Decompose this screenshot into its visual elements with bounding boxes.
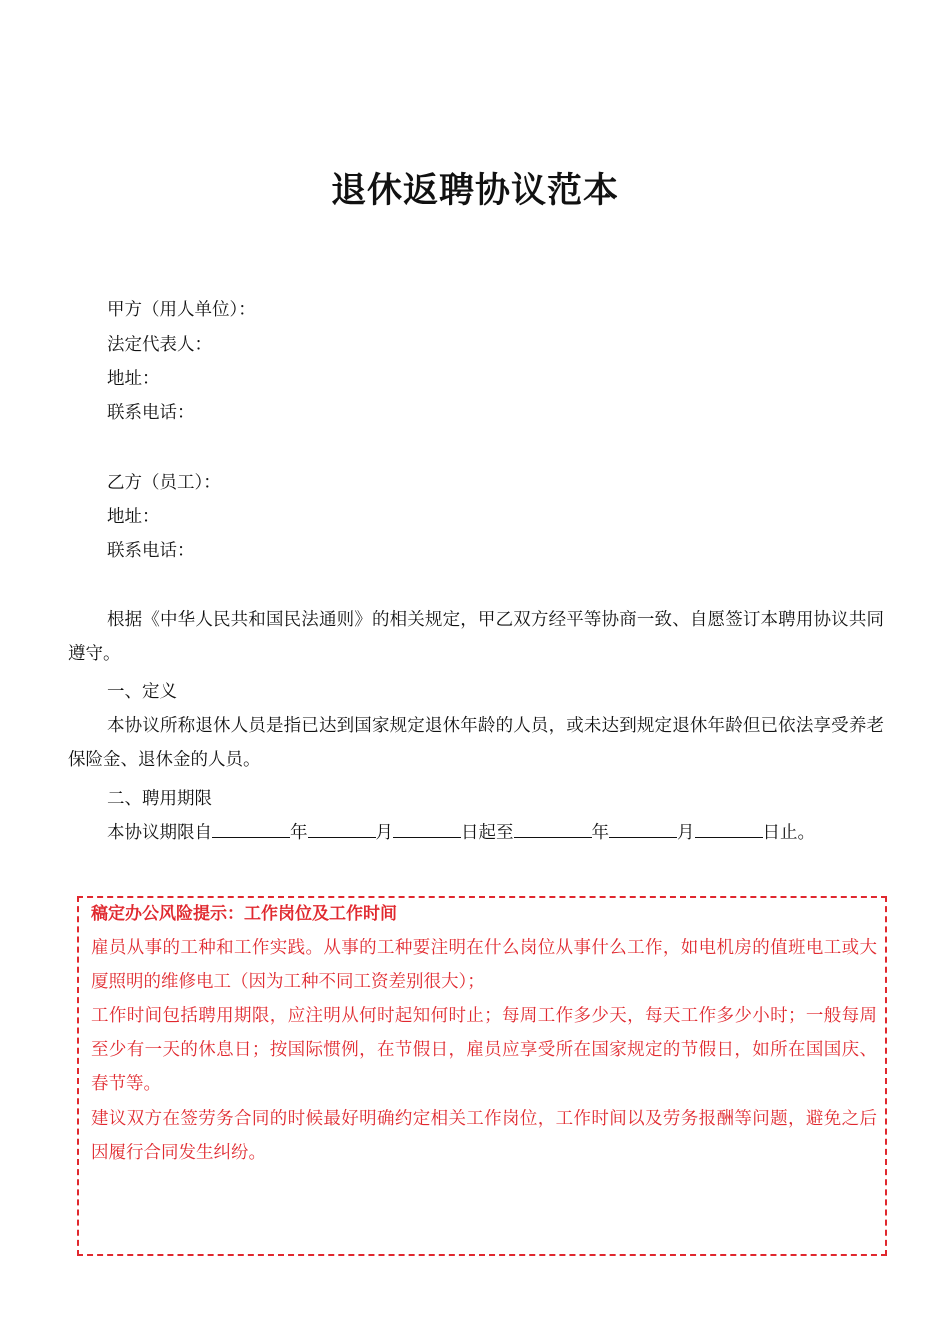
party-a-address-label: 地址： <box>107 369 160 389</box>
party-b-address-label: 地址： <box>107 507 160 527</box>
party-b-phone-label: 联系电话： <box>107 541 195 561</box>
term-year2-label: 年 <box>591 823 609 843</box>
section1-text: 本协议所称退休人员是指已达到国家规定退休年龄的人员，或未达到规定退休年龄但已依法享受养老保险金、退休金的人员。 <box>68 716 884 770</box>
term-line <box>107 821 815 845</box>
term-day-to-label: 日起至 <box>461 823 514 843</box>
section1-heading: 一、定义 <box>107 682 177 702</box>
start-month-blank <box>308 821 376 838</box>
start-year-blank <box>212 821 290 838</box>
term-year-label: 年 <box>290 823 308 843</box>
party-a-name-label: 甲方（用人单位）： <box>107 300 256 320</box>
party-a-phone-label: 联系电话： <box>107 403 195 423</box>
end-year-blank <box>514 821 592 838</box>
risk-tip-paragraph-2: 工作时间包括聘用期限，应注明从何时起知何时止；每周工作多少天，每天工作多少小时；一般每周至少有一天的休息日；按国际惯例，在节假日，雇员应享受所在国家规定的节假日，如所在国国庆、春节等。 <box>91 1006 877 1094</box>
section2-heading: 二、聘用期限 <box>107 789 212 809</box>
end-month-blank <box>609 821 677 838</box>
term-month2-label: 月 <box>677 823 695 843</box>
risk-tip-title: 稿定办公风险提示：工作岗位及工作时间 <box>91 904 397 924</box>
party-a-rep-label: 法定代表人： <box>107 335 212 355</box>
end-day-blank <box>695 821 763 838</box>
term-day-end-label: 日止。 <box>762 823 815 843</box>
document-title: 退休返聘协议范本 <box>330 171 619 211</box>
risk-tip-paragraph-3: 建议双方在签劳务合同的时候最好明确约定相关工作岗位，工作时间以及劳务报酬等问题，避免之后因履行合同发生纠纷。 <box>91 1109 877 1163</box>
term-prefix: 本协议期限自 <box>107 823 212 843</box>
risk-tip-paragraph-1: 雇员从事的工种和工作实践。从事的工种要注明在什么岗位从事什么工作，如电机房的值班电工或大厦照明的维修电工（因为工种不同工资差别很大）； <box>91 938 877 992</box>
start-day-blank <box>393 821 461 838</box>
term-month-label: 月 <box>375 823 393 843</box>
party-b-name-label: 乙方（员工）： <box>107 473 221 493</box>
intro-paragraph: 根据《中华人民共和国民法通则》的相关规定，甲乙双方经平等协商一致、自愿签订本聘用协议共同遵守。 <box>68 610 884 664</box>
